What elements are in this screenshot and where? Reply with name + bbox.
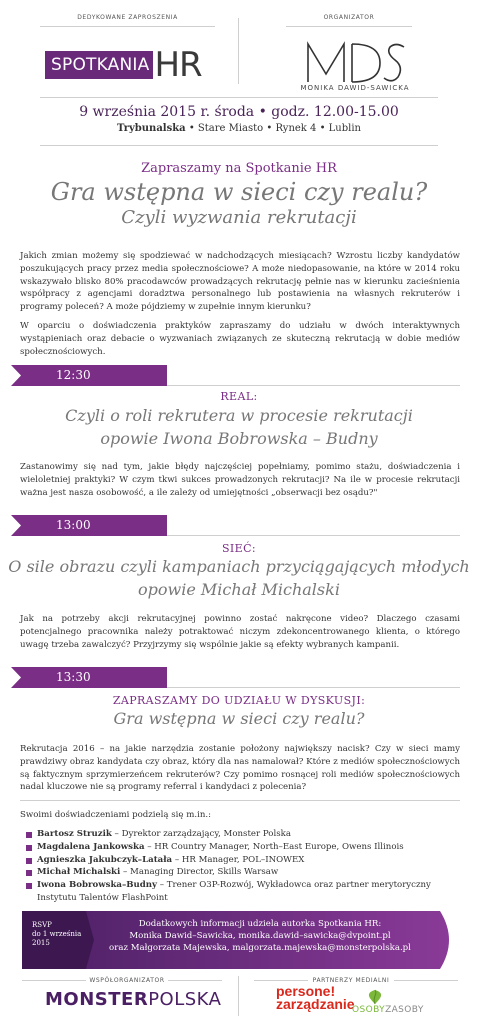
- speaker-role: – Managing Director, Skills Warsaw: [120, 867, 279, 878]
- speaker-role: – HR Country Manager, North–East Europe, Owens Illinois: [144, 841, 404, 852]
- header-rule-right: [286, 26, 412, 27]
- speaker-item: [24, 866, 464, 879]
- event-place: [0, 123, 478, 134]
- media-partners-label: PARTNERZY MEDIALNI: [312, 977, 390, 984]
- footer-rule: [22, 980, 86, 981]
- mds-logo: [300, 38, 410, 88]
- session-title-line-1: O sile obrazu czyli kampaniach przyciągających młodych: [8, 557, 470, 576]
- session-time: 12:30: [56, 368, 91, 382]
- session-rule-2: [167, 535, 460, 536]
- spotkania-hr-logo: [45, 44, 215, 86]
- session-heading: REAL:: [220, 390, 258, 403]
- session-time: 13:00: [56, 518, 91, 532]
- speaker-item: [24, 879, 464, 905]
- mds-subtitle: MONIKA DAWID-SAWICKA: [300, 84, 410, 92]
- footer-rule: [254, 980, 308, 981]
- speakers-intro: Swoimi doświadczeniami podzielą się m.in.:: [20, 810, 211, 820]
- organizer-label: ORGANIZATOR: [323, 14, 375, 21]
- co-organizer-label: WSPÓŁORGANIZATOR: [89, 977, 165, 984]
- speaker-item: [24, 841, 464, 854]
- bullet-square-icon: [26, 858, 32, 864]
- speaker-item: [24, 854, 464, 867]
- intro-paragraph-1: Jakich zmian możemy się spodziewać w nadchodzących miesiącach? Wzrostu liczby kandydatów poszukujących pracy przez media społecznościowe? A może niedopasowanie, na które w 2014 roku wskazywało blisko 80% pracodawców prowadzących rekrutację pełnie nas w kierunku zacieśnienia współpracy z agencjami doradztwa personalnego lub postawienia na własnych rekruterów i programy poleceń? A może pójdziemy w zupełnie innym kierunku?: [20, 251, 460, 313]
- rsvp-year: 2015: [32, 939, 50, 947]
- session-heading: SIEĆ:: [221, 542, 257, 555]
- speaker-role: – Trener O3P-Rozwój, Wykładowca oraz partner merytoryczny Instytutu Talentów FlashPoint: [37, 880, 431, 903]
- persone-zarzadzanie-logo: [276, 985, 355, 1011]
- event-date: 9 września 2015 r. środa • godz. 12.00-15.00: [79, 104, 399, 120]
- header-divider: [238, 18, 239, 84]
- speaker-name: Bartosz Struzik: [37, 829, 112, 839]
- persone-word: persone!: [276, 983, 336, 999]
- spotkania-word: SPOTKANIA: [45, 51, 153, 79]
- osoby-zasoby-logo: [352, 1005, 424, 1015]
- session-rule-3: [167, 687, 460, 688]
- hr-word: HR: [154, 45, 202, 85]
- dedicated-invitations-label: DEDYKOWANE ZAPROSZENIA: [77, 14, 178, 21]
- session-description: Jak na potrzeby akcji rekrutacyjnej powinno zostać nakręcone video? Dlaczego czasami potencjalnego pracownika należy potraktować niczym zdekoncentrowanego klienta, o którego uwagę trzeba zawalczyć? Przyjrzymy się wspólnie jakie są efekty wybranych kampanii.: [20, 614, 460, 650]
- contact-line: Dodatkowych informacji udziela autorka Spotkania HR:: [138, 919, 382, 929]
- intro-paragraph-2: W oparciu o doświadczenia praktyków zapraszamy do udziału w dwóch interaktywnych wystąpieniach oraz debacie o wyzwaniach związanych ze skuteczną rekrutacją w dobie mediów społecznościowych.: [20, 321, 460, 357]
- monster-polska-logo: [45, 989, 221, 1010]
- session-title-line-2: opowie Iwona Bobrowska – Budny: [100, 429, 378, 448]
- speaker-name: Iwona Bobrowska–Budny: [37, 880, 158, 891]
- session-title-line-1: Czyli o roli rekrutera w procesie rekrutacji: [65, 406, 413, 425]
- speaker-name: Michał Michalski: [37, 867, 121, 878]
- session-title-line-1: Gra wstępna w sieci czy realu?: [113, 709, 365, 728]
- rsvp-box: [32, 921, 82, 948]
- speaker-item: [24, 828, 464, 841]
- speaker-name: Agnieszka Jakubczyk–Latała: [37, 854, 173, 865]
- event-rule: [40, 145, 438, 146]
- footer-rule: [168, 980, 222, 981]
- session-description: Rekrutacja 2016 – na jakie narzędzia zostanie położony największy nacisk? Czy w sieci mamy prawdziwy obraz kandydata czy obraz, który dla nas namalował? Które z mediów społecznościowych są faktycznym sprzymierzeńcem rekruterów? Czy pomimo rosnącej roli mediów społecznościowych nadal kluczowe nie są programy referral i kandydaci z polecenia?: [20, 744, 460, 793]
- footer-rule: [394, 980, 458, 981]
- session-description: Zastanowimy się nad tym, jakie błędy najczęściej popełniamy, pomimo stażu, doświadczenia i wieloletniej praktyki? W czym tkwi sukces prowadzonych rekrutacji? Na ile w procesie rekrutacji ważna jest nasza osobowość, a ile zależy od umiejętności „obserwacji bez osądu?": [20, 462, 460, 498]
- monster-word: MONSTER: [45, 989, 149, 1010]
- invite-line: Zapraszamy na Spotkanie HR: [141, 161, 337, 176]
- contact-line[interactable]: Monika Dawid–Sawicka, monika.dawid–sawicka@dvpoint.pl: [129, 931, 391, 941]
- speakers-list: [24, 828, 464, 905]
- header-rule-left: [40, 26, 215, 27]
- bullet-square-icon: [26, 883, 32, 889]
- venue-name: Trybunalska: [117, 123, 186, 134]
- zarzadzanie-word: zarządzanie: [276, 996, 355, 1012]
- zasoby-word: ZASOBY: [385, 1005, 424, 1015]
- venue-address: • Stare Miasto • Rynek 4 • Lublin: [185, 123, 361, 134]
- speaker-role: – HR Manager, POL–INOWEX: [172, 854, 305, 865]
- session-title-line-2: opowie Michał Michalski: [138, 580, 340, 599]
- osoby-zasoby-icon: [355, 989, 395, 1005]
- session-heading: ZAPRASZAMY DO UDZIAŁU W DYSKUSJI:: [112, 694, 366, 707]
- footer-divider: [238, 976, 239, 1016]
- osoby-word: OSOBY: [352, 1005, 386, 1015]
- session-rule-1: [167, 385, 460, 386]
- main-subtitle: Czyli wyzwania rekrutacji: [121, 207, 357, 228]
- contact-line[interactable]: oraz Małgorzata Majewska, malgorzata.majewska@monsterpolska.pl: [109, 943, 411, 953]
- bullet-square-icon: [26, 870, 32, 876]
- rsvp-label: RSVP: [32, 921, 52, 929]
- speakers-rule: [20, 800, 460, 801]
- rsvp-deadline: do 1 września: [32, 930, 82, 938]
- speaker-role: – Dyrektor zarządzający, Monster Polska: [111, 829, 291, 839]
- bullet-square-icon: [26, 845, 32, 851]
- polska-word: POLSKA: [148, 989, 222, 1010]
- contact-info: [95, 918, 425, 954]
- bullet-square-icon: [26, 832, 32, 838]
- main-title: Gra wstępna w sieci czy realu?: [50, 178, 428, 206]
- speaker-name: Magdalena Jankowska: [37, 841, 145, 852]
- header-bottom-rule: [40, 97, 438, 98]
- session-time: 13:30: [56, 670, 91, 684]
